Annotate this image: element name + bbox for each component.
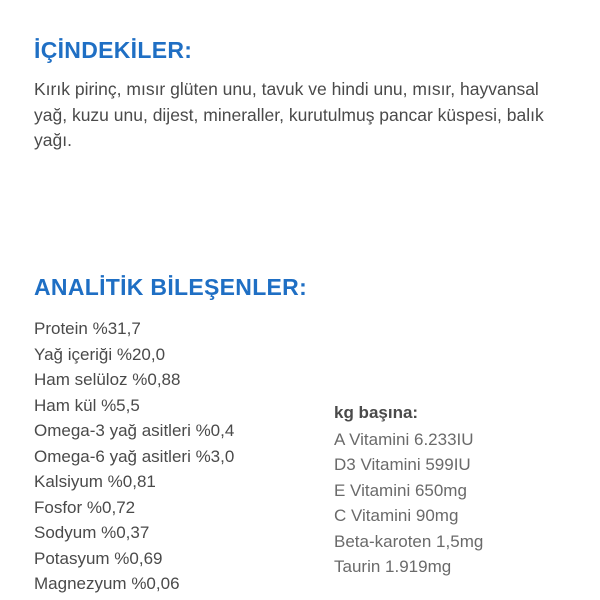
ingredients-heading: İÇİNDEKİLER: — [34, 37, 193, 63]
list-item: Kalsiyum %0,81 — [34, 472, 156, 492]
list-item: Omega-6 yağ asitleri %3,0 — [34, 446, 235, 466]
list-item: Fosfor %0,72 — [34, 497, 136, 517]
list-item: Potasyum %0,69 — [34, 548, 163, 568]
list-item: Ham kül %5,5 — [34, 395, 140, 415]
analytic-columns — [34, 316, 574, 597]
list-item: C Vitamini 90mg — [334, 506, 459, 526]
ingredients-text: Kırık pirinç, mısır glüten unu, tavuk ve hindi unu, mısır, hayvansal yağ, kuzu unu, dijest, mineraller, kurutulmuş pancar küspesi, balık yağı. — [34, 79, 544, 151]
per-kilogram-heading: kg başına: — [334, 403, 419, 423]
list-item: Omega-3 yağ asitleri %0,4 — [34, 421, 235, 441]
list-item: Protein %31,7 — [34, 319, 141, 339]
list-item: Ham selüloz %0,88 — [34, 370, 181, 390]
list-item: E Vitamini 650mg — [334, 480, 467, 500]
list-item: Beta-karoten 1,5mg — [334, 531, 484, 551]
analytic-heading: ANALİTİK BİLEŞENLER: — [34, 274, 308, 300]
list-item: A Vitamini 6.233IU — [334, 429, 474, 449]
ingredients-section — [34, 38, 566, 153]
analytic-left-column — [34, 316, 334, 597]
list-item: Taurin 1.919mg — [334, 557, 452, 577]
list-item: Magnezyum %0,06 — [34, 574, 180, 594]
list-item: Sodyum %0,37 — [34, 523, 150, 543]
analytic-constituents-section — [34, 275, 574, 597]
list-item: D3 Vitamini 599IU — [334, 455, 471, 475]
analytic-right-column — [334, 316, 574, 580]
list-item: Yağ içeriği %20,0 — [34, 344, 166, 364]
